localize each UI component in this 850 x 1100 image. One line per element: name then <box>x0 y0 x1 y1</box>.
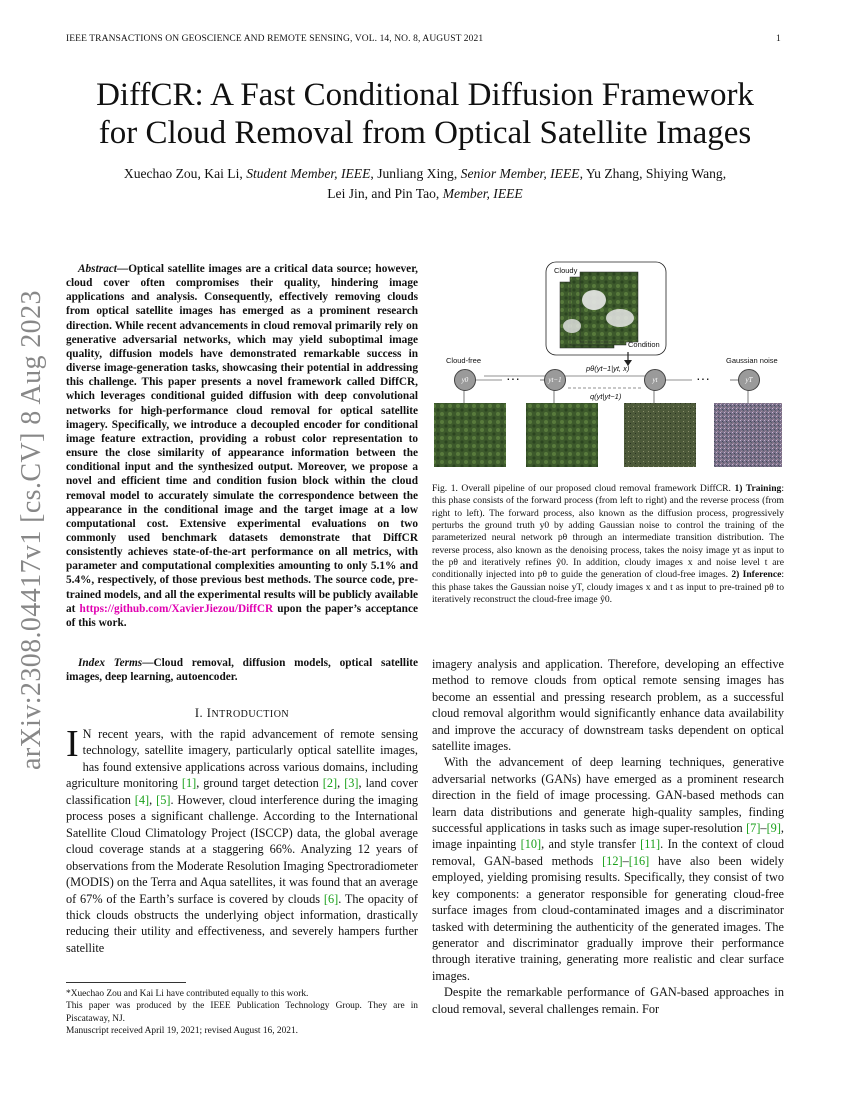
paper-title <box>60 76 790 152</box>
author-list <box>60 164 790 204</box>
paragraph-1: imagery analysis and application. Therefore, developing an effective method to remove clouds from optical remote sensing images has become an essential and pressing research problem, as a successful cloud removal algorithm would significantly enhance data availability and improve the accuracy of downstream tasks dependent on optical satellite images. <box>432 657 784 754</box>
footnotes <box>66 988 418 1038</box>
p2-text: – <box>760 821 767 836</box>
index-terms <box>66 656 418 684</box>
thumbnail-y0 <box>434 403 506 467</box>
label-gaussian-noise: Gaussian noise <box>726 356 778 365</box>
citation[interactable]: [6] <box>323 891 339 906</box>
label-cloudy: Cloudy <box>554 266 578 275</box>
title-line-1: DiffCR: A Fast Conditional Diffusion Framework <box>96 77 754 113</box>
p2-text: With the advancement of deep learning techniques, generative adversarial networks (GANs) have emerged as a prominent research direction in the field of image processing. GAN-based methods can learn data distributions and generate high-quality samples, finding successful applications in tasks such as image super-resolution <box>432 755 784 836</box>
label-p-theta: pθ(yt−1|yt, x) <box>586 364 630 373</box>
page-number: 1 <box>776 34 781 44</box>
thumbnail-yT <box>714 403 782 467</box>
p2-text: , image inpainting <box>432 821 784 852</box>
authors-part-1: Xuechao Zou, Kai Li, <box>123 166 247 181</box>
section-title-rest: NTRODUCTION <box>211 709 290 720</box>
dropcap: I <box>66 723 79 765</box>
citation[interactable]: [9] <box>766 821 781 836</box>
section-number: I. <box>194 706 207 720</box>
cloud-blob <box>563 319 581 333</box>
citation[interactable]: [2] <box>322 776 338 791</box>
membership-3: Member, IEEE <box>442 186 523 201</box>
right-column-text <box>432 656 784 1017</box>
introduction-text <box>66 723 419 956</box>
p2-text: , and style transfer <box>541 837 641 852</box>
node-yt: yt <box>644 369 666 391</box>
intro-text: , ground target detection <box>196 776 323 791</box>
journal-header: IEEE TRANSACTIONS ON GEOSCIENCE AND REMOTE SENSING, VOL. 14, NO. 8, AUGUST 2021 <box>66 34 484 44</box>
intro-lead: N recent years, with the rapid advancement of remote sensing technology, satellite imagery, particularly optical satellite images, has found extensive applications across various domains, including agriculture monitoring <box>66 727 418 791</box>
membership-1: Student Member, IEEE <box>246 166 371 181</box>
paragraph-3: Despite the remarkable performance of GAN-based approaches in cloud removal, several challenges remain. For <box>432 985 784 1016</box>
section-heading <box>66 706 418 721</box>
thumbnail-yt <box>624 403 696 467</box>
intro-text: , <box>149 792 157 807</box>
thumbnail-yt-1 <box>526 403 598 467</box>
figure-1-pipeline <box>432 260 784 472</box>
authors-part-2: , Junliang Xing, <box>370 166 461 181</box>
index-terms-label: Index Terms <box>78 657 143 669</box>
arxiv-sidebar-stamp: arXiv:2308.04417v1 [cs.CV] 8 Aug 2023 <box>16 290 47 770</box>
node-yT: yT <box>738 369 760 391</box>
membership-2: Senior Member, IEEE <box>460 166 580 181</box>
abstract-tail: upon the paper’s acceptance of this work. <box>66 602 418 629</box>
authors-part-3: , Yu Zhang, Shiying Wang, <box>579 166 727 181</box>
p2-text: – <box>622 853 629 868</box>
citation[interactable]: [7] <box>746 821 761 836</box>
citation[interactable]: [12] <box>602 853 623 868</box>
title-line-2: for Cloud Removal from Optical Satellite Images <box>98 115 752 151</box>
intro-text: . The opacity of thick clouds obstructs the underlying object information, drastically reducing their utility and effectiveness, and severely hampers further satellite <box>66 891 418 955</box>
p2-text: . In the context of cloud removal, GAN-based methods <box>432 837 784 868</box>
citation[interactable]: [3] <box>344 776 359 791</box>
abstract-label: Abstract <box>78 263 117 275</box>
citation[interactable]: [5] <box>156 792 171 807</box>
github-link[interactable]: https://github.com/XavierJiezou/DiffCR <box>79 602 274 615</box>
figure-1-caption <box>432 483 784 606</box>
ellipsis-right: ··· <box>696 370 710 386</box>
caption-training-text: : this phase consists of the forward process (from left to right) and the reverse process (from right to left). The forward process, also known as the diffusion process, progressively perturbs the ground truth y0 by adding Gaussian noise to control the training of the parameterized neural network pθ through an intermediate transition distribution. The reverse process, also known as the denoising process, takes the noisy image yt as input to the pθ and iteratively refines ŷ0. In addition, cloudy images x and noise level t are conditionally injected into pθ to guide the generation of cloud-free images. <box>432 483 784 581</box>
abstract-text: —Optical satellite images are a critical data source; however, cloud cover often compromises their quality, hindering image applications and analysis. Consequently, effectively removing clouds from optical satellite images has emerged as a prominent research direction. While recent advancements in cloud removal primarily rely on generative adversarial networks, which may yield suboptimal image quality, diffusion models have demonstrated remarkable success in diverse image-generation tasks, showcasing their potential in addressing this challenge. This paper presents a novel framework called DiffCR, which leverages conditional guided diffusion with deep convolutional networks for high-performance cloud removal for optical satellite imagery. Specifically, we introduce a decoupled encoder for conditional image feature extraction, providing a robust color representation to ensure the close similarity of appearance information between the conditional input and the synthesized output. Moreover, we propose a novel and efficient time and condition fusion block within the cloud removal model to accurately simulate the correspondence between the appearance in the conditional image and the target image at a low computational cost. Extensive experimental evaluations on two commonly used benchmark datasets demonstrate that DiffCR consistently achieves state-of-the-art performance on all metrics, with parameter and computational complexities amounting to only 5.1% and 5.4%, respectively, of those previous best methods. The source code, pre-trained models, and all the experimental results will be publicly available at <box>66 263 418 615</box>
abstract <box>66 262 418 630</box>
citation[interactable]: [16] <box>628 853 650 868</box>
ellipsis-left: ··· <box>506 370 520 386</box>
footnote-3: Manuscript received April 19, 2021; revised August 16, 2021. <box>66 1026 298 1037</box>
label-q: q(yt|yt−1) <box>590 392 622 401</box>
authors-part-4: Lei Jin, and Pin Tao, <box>327 186 443 201</box>
cloud-blob <box>606 309 634 327</box>
label-condition: Condition <box>628 340 660 349</box>
footnote-rule <box>66 982 186 983</box>
citation[interactable]: [1] <box>181 776 197 791</box>
p2-text: have also been widely employed, yielding promising results. Specifically, they consist of two key components: a generator responsible for generating cloud-free surface images from cloud-contaminated images and a discriminator tasked with determining the authenticity of the generated images. The generator and discriminator gradually improve their performance through iterative training, generating more realistic and clear surface images. <box>432 853 785 983</box>
index-terms-text: —Cloud removal, diffusion models, optical satellite images, deep learning, autoencoder. <box>66 657 418 684</box>
caption-inference-label: 2) Inference <box>731 569 782 581</box>
caption-inference-text: : this phase takes the Gaussian noise yT, cloudy images x and t as input to pre-trained pθ to iteratively reconstruct the cloud-free image ŷ0. <box>432 569 785 606</box>
citation[interactable]: [11] <box>640 837 661 852</box>
intro-text: , land cover classification <box>66 776 419 807</box>
footnote-1: *Xuechao Zou and Kai Li have contributed equally to this work. <box>66 989 309 999</box>
footnote-2: This paper was produced by the IEEE Publication Technology Group. They are in Piscataway, NJ. <box>66 1001 418 1024</box>
caption-training-label: 1) Training <box>734 483 782 494</box>
citation[interactable]: [10] <box>520 837 542 852</box>
intro-text: . However, cloud interference during the imaging process poses a significant challenge. According to the International Satellite Cloud Climatology Project (ISCCP) data, the global average cloud coverage stands at a staggering 66%. Analyzing 12 years of observations from the Moderate Resolution Imaging Spectroradiometer (MODIS) on the Terra and Aqua satellites, it was found that an average of 67% of the Earth’s surface is covered by clouds <box>66 792 419 906</box>
cloud-blob <box>582 290 606 310</box>
paragraph-2 <box>432 754 784 984</box>
section-title-first: I <box>206 706 212 720</box>
intro-text: , <box>337 776 345 791</box>
node-yt-1: yt−1 <box>544 369 566 391</box>
node-y0: y0 <box>454 369 476 391</box>
citation[interactable]: [4] <box>134 792 150 807</box>
caption-lead: Fig. 1. Overall pipeline of our proposed cloud removal framework DiffCR. <box>432 483 735 494</box>
label-cloud-free: Cloud-free <box>446 356 482 365</box>
